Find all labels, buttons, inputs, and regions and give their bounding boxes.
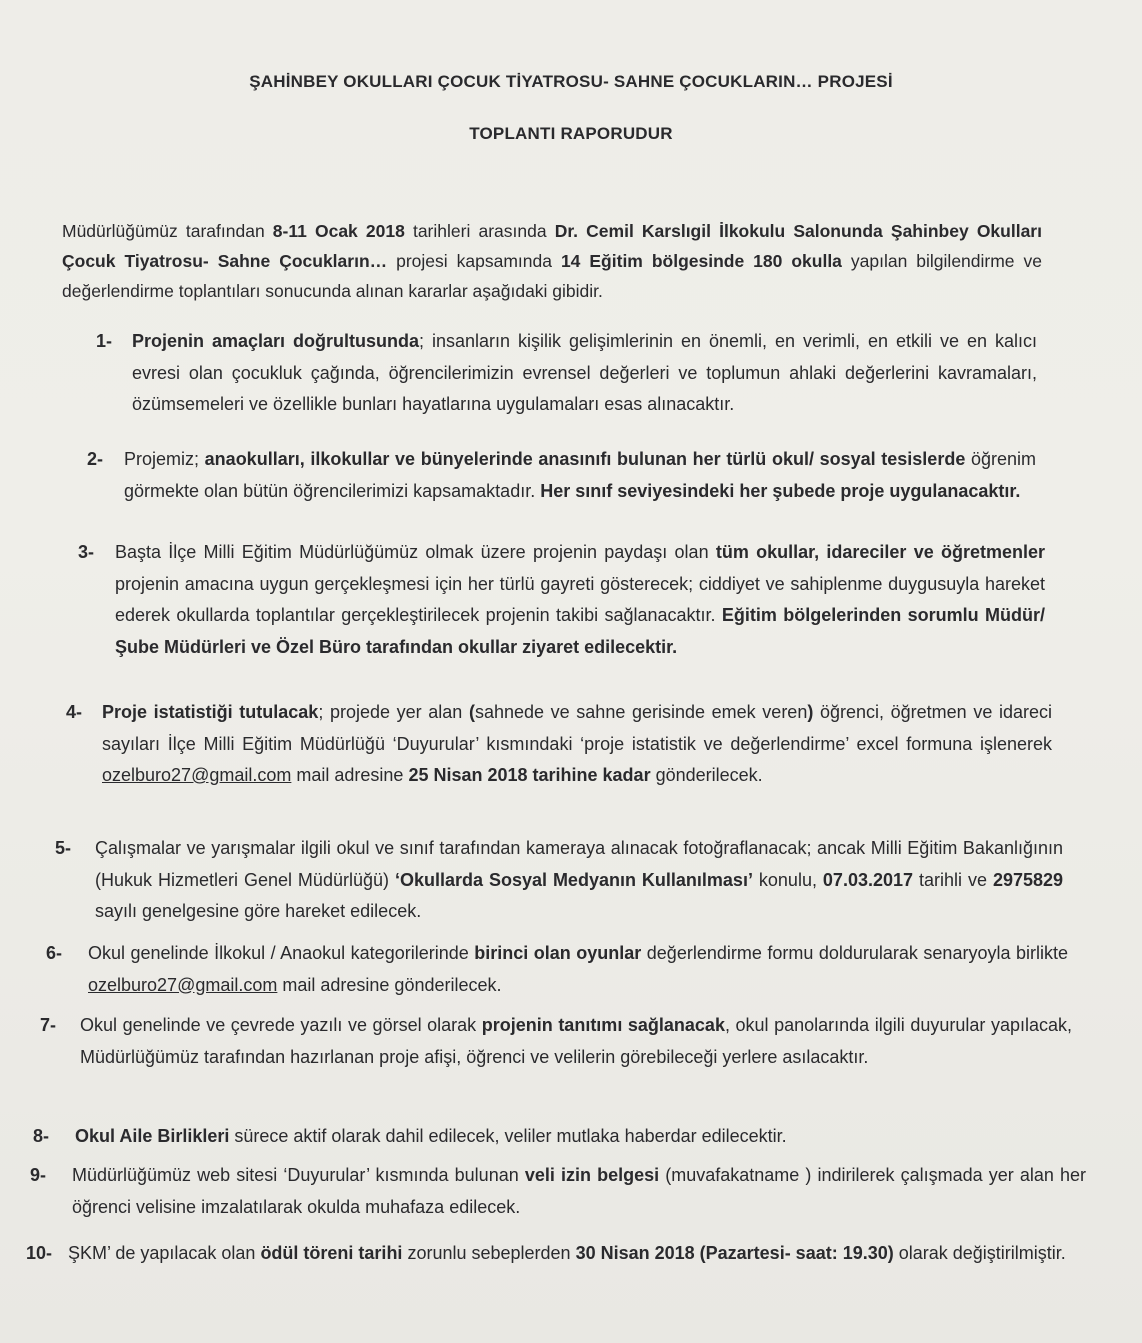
item-text-bold: 25 Nisan 2018 tarihine kadar (408, 765, 651, 785)
item-text: gönderilecek. (650, 765, 763, 785)
item-text-bold: Her sınıf seviyesindeki her şubede proje uygulanacaktır. (540, 480, 1021, 501)
item-number: 4- (66, 702, 83, 722)
item-text-bold: ‘Okullarda Sosyal Medyanın Kullanılması’ (394, 869, 753, 890)
item-text-bold: veli izin belgesi (524, 1165, 660, 1185)
email-link[interactable]: ozelburo27@gmail.com (102, 765, 292, 785)
item-text: mail adresine gönderilecek. (277, 974, 502, 995)
item-text: ; insanların kişilik gelişimlerinin en önemli, en verimli, en etkili ve en kalıcı evresi olan çocukluk çağında, öğrencilerimizin evrensel değerleri ve toplumun ahlaki değerlerini kavramaları, özümsemeleri ve özellikle bunları hayatlarına uygulamaları esas alınacaktır. (132, 331, 1037, 414)
item-number: 1- (96, 331, 113, 351)
item-text: Okul genelinde ve çevrede yazılı ve görsel olarak (80, 1015, 482, 1035)
item-text: konulu, (752, 869, 823, 890)
item-text-bold: anaokulları, ilkokullar ve bünyelerinde anasınıfı bulunan her türlü okul/ sosyal tesislerde (204, 449, 966, 469)
item-text: sahnede ve sahne gerisinde emek veren (474, 702, 808, 722)
item-text-bold: Projenin amaçları doğrultusunda (132, 331, 420, 351)
item-text: Başta İlçe Milli Eğitim Müdürlüğümüz olmak üzere projenin paydaşı olan (115, 542, 716, 562)
item-text: öğrenim görmekte olan bütün öğrencilerimizi kapsamaktadır. (124, 449, 1037, 501)
item-text: sürece aktif olarak dahil edilecek, veliler mutlaka haberdar edilecektir. (229, 1126, 787, 1146)
document-subtitle: TOPLANTI RAPORUDUR (469, 124, 673, 143)
intro-text: projesi kapsamında (387, 251, 561, 271)
intro-text: Müdürlüğümüz tarafından (62, 221, 273, 241)
intro-text: yapılan bilgilendirme ve değerlendirme toplantıları sonucunda alınan kararlar aşağıdaki gibidir. (62, 251, 1042, 301)
item-text-bold: Proje istatistiği tutulacak (102, 702, 319, 722)
item-number: 9- (30, 1165, 47, 1185)
item-number: 6- (46, 943, 63, 963)
item-text-bold: ( (468, 702, 475, 722)
intro-venue: Dr. Cemil Karslıgil İlkokulu Salonunda Şahinbey Okulları Çocuk Tiyatrosu- Sahne Çocukların… (62, 221, 1042, 271)
item-number: 3- (78, 542, 95, 562)
item-text-bold: ) (807, 702, 814, 722)
item-text-bold: ödül töreni tarihi (260, 1243, 403, 1263)
item-text: sayılı genelgesine göre hareket edilecek. (95, 901, 422, 921)
document-title: ŞAHİNBEY OKULLARI ÇOCUK TİYATROSU- SAHNE ÇOCUKLARIN… PROJESİ (249, 72, 893, 91)
item-text: (muvafakatname ) indirilerek çalışmada yer alan her öğrenci velisine imzalatılarak okulda muhafaza edilecek. (72, 1165, 1087, 1217)
item-number: 7- (40, 1015, 57, 1035)
item-text-bold: birinci olan oyunlar (474, 943, 642, 963)
item-text: projenin amacına uygun gerçekleşmesi için her türlü gayreti gösterecek; ciddiyet ve sahiplenme duygusuyla hareket ederek okullarda toplantılar gerçekleştirilecek projenin takibi sağlanacaktır. (115, 573, 1045, 625)
item-text-bold: 30 Nisan 2018 (Pazartesi- saat: 19.30) (575, 1243, 894, 1263)
item-number: 2- (87, 449, 104, 469)
item-text: olarak değiştirilmiştir. (893, 1243, 1066, 1263)
item-text: tarihli ve (913, 869, 993, 890)
item-text: Müdürlüğümüz web sitesi ‘Duyurular’ kısmında bulunan (72, 1165, 525, 1185)
intro-paragraph (62, 216, 1042, 306)
item-text: Projemiz; (124, 449, 205, 469)
item-number: 8- (33, 1126, 50, 1146)
item-text-bold: 07.03.2017 (822, 869, 914, 890)
item-text-bold: Okul Aile Birlikleri (75, 1126, 230, 1146)
email-link[interactable]: ozelburo27@gmail.com (88, 974, 278, 995)
item-text: Çalışmalar ve yarışmalar ilgili okul ve sınıf tarafından kameraya alınacak fotoğraflanacak; ancak Milli Eğitim Bakanlığının (Hukuk Hizmetleri Genel Müdürlüğü) (95, 838, 1063, 890)
item-text-bold: Eğitim bölgelerinden sorumlu Müdür/Şube Müdürleri ve Özel Büro tarafından okullar ziyaret edilecektir. (115, 605, 1045, 657)
item-text: ; projede yer alan (318, 702, 469, 722)
item-text: , okul panolarında ilgili duyurular yapılacak, Müdürlüğümüz tarafından hazırlanan proje afişi, öğrenci ve velilerin görebileceği yerlere asılacaktır. (80, 1015, 1072, 1067)
item-number: 5- (55, 838, 72, 858)
item-text: zorunlu sebeplerden (402, 1243, 576, 1263)
item-text: mail adresine (291, 765, 409, 785)
item-text-bold: tüm okullar, idareciler ve öğretmenler (715, 542, 1045, 562)
item-text: değerlendirme formu doldurularak senaryoyla birlikte (641, 943, 1068, 963)
item-text-bold: 2975829 (992, 869, 1064, 890)
intro-scope: 14 Eğitim bölgesinde 180 okulla (560, 251, 842, 271)
intro-text: tarihleri arasında (404, 221, 555, 241)
item-text: ŞKM’ de yapılacak olan (68, 1243, 261, 1263)
item-text: öğrenci, öğretmen ve idareci sayıları İlçe Milli Eğitim Müdürlüğü ‘Duyurular’ kısmındaki ‘proje istatistik ve değerlendirme’ excel formuna işlenerek (102, 702, 1052, 754)
item-text-bold: projenin tanıtımı sağlanacak (481, 1015, 725, 1035)
intro-date: 8-11 Ocak 2018 (272, 221, 405, 241)
item-text: Okul genelinde İlkokul / Anaokul kategorilerinde (88, 943, 475, 963)
item-number: 10- (26, 1243, 53, 1263)
